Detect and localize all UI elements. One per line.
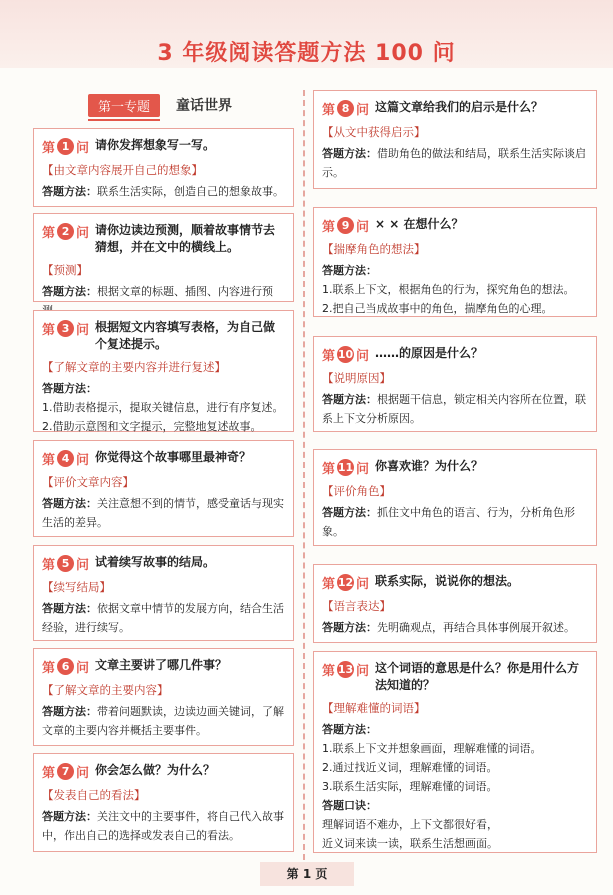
question-card-13 bbox=[313, 651, 597, 853]
answer-label: 答题方法： bbox=[322, 393, 377, 406]
question-number: 11 bbox=[337, 461, 354, 474]
question-suffix: 问 bbox=[76, 323, 90, 338]
question-prefix: 第 bbox=[322, 103, 336, 118]
question-suffix: 问 bbox=[76, 141, 90, 156]
question-number-badge bbox=[42, 449, 89, 468]
answer-method bbox=[322, 503, 588, 541]
question-card-7 bbox=[33, 753, 294, 852]
question-prefix: 第 bbox=[322, 577, 336, 592]
answer-label: 答题方法： bbox=[42, 602, 97, 615]
answer-method bbox=[42, 182, 285, 201]
answer-line bbox=[322, 390, 588, 428]
answer-line bbox=[322, 720, 588, 739]
answer-line bbox=[42, 494, 285, 532]
question-text: × × 在想什么？ bbox=[375, 217, 464, 231]
question-prefix: 第 bbox=[322, 462, 336, 477]
answer-line bbox=[322, 758, 588, 777]
question-category: 【评价角色】 bbox=[322, 484, 391, 498]
question-header bbox=[42, 137, 285, 156]
answer-line bbox=[42, 182, 285, 201]
answer-line bbox=[42, 379, 285, 398]
question-header bbox=[322, 99, 588, 118]
answer-method bbox=[322, 261, 588, 318]
answer-text: 根据题干信息，锁定相关内容所在位置，联系上下文分析原因。 bbox=[322, 393, 586, 425]
question-header bbox=[42, 657, 285, 676]
question-number: 3 bbox=[57, 320, 74, 337]
question-header bbox=[322, 573, 588, 592]
question-header bbox=[42, 449, 285, 468]
question-prefix: 第 bbox=[42, 453, 56, 468]
question-prefix: 第 bbox=[42, 226, 56, 241]
question-suffix: 问 bbox=[76, 226, 90, 241]
question-category: 【预测】 bbox=[42, 263, 88, 277]
question-category: 【评价文章内容】 bbox=[42, 475, 134, 489]
question-number-badge bbox=[322, 458, 369, 477]
answer-label: 答题方法： bbox=[42, 705, 97, 718]
question-card-9 bbox=[313, 207, 597, 317]
question-header bbox=[322, 345, 588, 364]
answer-label: 答题方法： bbox=[42, 285, 97, 298]
answer-line bbox=[42, 599, 285, 637]
question-category: 【续写结局】 bbox=[42, 580, 111, 594]
answer-line bbox=[42, 702, 285, 740]
column-divider bbox=[303, 90, 305, 860]
question-suffix: 问 bbox=[356, 220, 370, 235]
question-text: 根据短文内容填写表格，为自己做个复述提示。 bbox=[95, 320, 276, 351]
question-category: 【发表自己的看法】 bbox=[42, 788, 146, 802]
answer-label: 答题方法： bbox=[322, 506, 377, 519]
topic-name: 童话世界 bbox=[176, 98, 233, 114]
answer-text: 理解词语不难办，上下文都很好看， bbox=[322, 818, 498, 831]
question-card-6 bbox=[33, 648, 294, 746]
question-number: 6 bbox=[57, 658, 74, 675]
question-text: 你喜欢谁？为什么？ bbox=[375, 459, 484, 473]
question-text: 联系实际，说说你的想法。 bbox=[375, 574, 520, 588]
question-header bbox=[322, 216, 588, 235]
question-number: 1 bbox=[57, 138, 74, 155]
question-card-12 bbox=[313, 564, 597, 643]
question-text: 文章主要讲了哪几件事？ bbox=[95, 658, 228, 672]
question-number: 9 bbox=[337, 217, 354, 234]
answer-line bbox=[42, 807, 285, 845]
question-text: ……的原因是什么？ bbox=[375, 346, 484, 360]
question-prefix: 第 bbox=[322, 220, 336, 235]
question-number: 5 bbox=[57, 555, 74, 572]
answer-line bbox=[322, 618, 588, 637]
question-header bbox=[42, 222, 285, 256]
question-text: 请你发挥想象写一写。 bbox=[95, 138, 216, 152]
answer-text: 1.借助表格提示，提取关键信息，进行有序复述。 bbox=[42, 401, 284, 414]
question-number-badge bbox=[42, 762, 89, 781]
question-number: 12 bbox=[337, 576, 354, 589]
question-card-5 bbox=[33, 545, 294, 641]
question-number-badge bbox=[42, 657, 89, 676]
question-prefix: 第 bbox=[42, 766, 56, 781]
question-number-badge bbox=[42, 319, 89, 338]
page-number: 第 1 页 bbox=[260, 862, 354, 886]
answer-line bbox=[42, 417, 285, 436]
answer-line bbox=[322, 261, 588, 280]
question-prefix: 第 bbox=[42, 141, 56, 156]
question-suffix: 问 bbox=[76, 766, 90, 781]
question-suffix: 问 bbox=[356, 577, 370, 592]
question-card-2 bbox=[33, 213, 294, 302]
question-category: 【揣摩角色的想法】 bbox=[322, 242, 426, 256]
question-text: 你会怎么做？为什么？ bbox=[95, 763, 216, 777]
question-category: 【了解文章的主要内容并进行复述】 bbox=[42, 360, 226, 374]
question-number: 10 bbox=[337, 348, 354, 361]
question-header bbox=[42, 762, 285, 781]
question-number-badge bbox=[322, 99, 369, 118]
answer-method bbox=[42, 494, 285, 532]
question-text: 你觉得这个故事哪里最神奇？ bbox=[95, 450, 252, 464]
answer-line bbox=[42, 398, 285, 417]
question-prefix: 第 bbox=[42, 558, 56, 573]
answer-text: 联系生活实际，创造自己的想象故事。 bbox=[97, 185, 284, 198]
answer-label: 答题方法： bbox=[322, 723, 377, 736]
answer-line bbox=[322, 144, 588, 182]
answer-label: 答题方法： bbox=[42, 810, 97, 823]
answer-method bbox=[322, 618, 588, 637]
answer-text: 关注文中的主要事件，将自己代入故事中，作出自己的选择或发表自己的看法。 bbox=[42, 810, 284, 842]
answer-text: 1.联系上下文并想象画面，理解难懂的词语。 bbox=[322, 742, 542, 755]
answer-method bbox=[42, 379, 285, 436]
question-suffix: 问 bbox=[356, 664, 370, 679]
answer-line bbox=[322, 796, 588, 815]
question-category: 【说明原因】 bbox=[322, 371, 391, 385]
answer-label: 答题方法： bbox=[42, 382, 97, 395]
question-number-badge bbox=[322, 660, 369, 679]
answer-text: 2.把自己当成故事中的角色，揣摩角色的心理。 bbox=[322, 302, 553, 315]
question-header bbox=[322, 660, 588, 694]
question-prefix: 第 bbox=[322, 349, 336, 364]
answer-label: 答题方法： bbox=[322, 147, 377, 160]
answer-label: 答题方法： bbox=[322, 264, 377, 277]
question-card-4 bbox=[33, 440, 294, 537]
question-text: 请你边读边预测，顺着故事情节去猜想，并在文中的横线上。 bbox=[95, 223, 276, 254]
answer-text: 3.联系生活实际，理解难懂的词语。 bbox=[322, 780, 498, 793]
answer-label: 答题方法： bbox=[42, 185, 97, 198]
question-suffix: 问 bbox=[76, 453, 90, 468]
answer-method bbox=[322, 720, 588, 853]
question-number-badge bbox=[42, 137, 89, 156]
question-suffix: 问 bbox=[76, 661, 90, 676]
question-suffix: 问 bbox=[356, 103, 370, 118]
question-card-3 bbox=[33, 310, 294, 432]
question-text: 这个词语的意思是什么？你是用什么方法知道的？ bbox=[375, 661, 580, 692]
question-card-11 bbox=[313, 449, 597, 546]
question-header bbox=[42, 319, 285, 353]
question-suffix: 问 bbox=[76, 558, 90, 573]
answer-line bbox=[322, 280, 588, 299]
answer-text: 抓住文中角色的语言、行为，分析角色形象。 bbox=[322, 506, 575, 538]
question-number: 4 bbox=[57, 450, 74, 467]
question-number-badge bbox=[322, 573, 369, 592]
answer-label: 答题方法： bbox=[42, 497, 97, 510]
question-category: 【理解难懂的词语】 bbox=[322, 701, 426, 715]
question-number-badge bbox=[42, 554, 89, 573]
answer-text: 借助角色的做法和结局，联系生活实际谈启示。 bbox=[322, 147, 586, 179]
answer-text: 带着问题默读，边读边画关键词，了解文章的主要内容并概括主要事件。 bbox=[42, 705, 284, 737]
question-category: 【由文章内容展开自己的想象】 bbox=[42, 163, 203, 177]
question-text: 试着续写故事的结局。 bbox=[95, 555, 216, 569]
question-number-badge bbox=[322, 345, 369, 364]
question-prefix: 第 bbox=[42, 323, 56, 338]
answer-label: 答题口诀： bbox=[322, 799, 377, 812]
question-number-badge bbox=[322, 216, 369, 235]
question-text: 这篇文章给我们的启示是什么？ bbox=[375, 100, 544, 114]
question-number: 2 bbox=[57, 223, 74, 240]
answer-line bbox=[322, 777, 588, 796]
question-header bbox=[42, 554, 285, 573]
answer-method bbox=[42, 807, 285, 845]
answer-line bbox=[322, 739, 588, 758]
question-number-badge bbox=[42, 222, 89, 241]
answer-method bbox=[42, 599, 285, 637]
answer-text: 2.借助示意图和文字提示，完整地复述故事。 bbox=[42, 420, 262, 433]
question-number: 7 bbox=[57, 763, 74, 780]
answer-label: 答题方法： bbox=[322, 621, 377, 634]
question-suffix: 问 bbox=[356, 462, 370, 477]
answer-text: 根据文章的标题、插图、内容进行预 bbox=[97, 285, 273, 298]
question-number: 8 bbox=[337, 100, 354, 117]
question-category: 【语言表达】 bbox=[322, 599, 391, 613]
topic-header bbox=[88, 94, 232, 116]
question-number: 13 bbox=[337, 663, 354, 676]
answer-line bbox=[322, 503, 588, 541]
answer-method bbox=[322, 390, 588, 428]
question-category: 【从文中获得启示】 bbox=[322, 125, 426, 139]
answer-text: 依据文章中情节的发展方向，结合生活经验，进行续写。 bbox=[42, 602, 284, 634]
question-suffix: 问 bbox=[356, 349, 370, 364]
question-card-8 bbox=[313, 90, 597, 189]
answer-text: 1.联系上下文，根据角色的行为，探究角色的想法。 bbox=[322, 283, 575, 296]
question-prefix: 第 bbox=[322, 664, 336, 679]
topic-tag: 第一专题 bbox=[88, 94, 160, 117]
answer-text: 2.通过找近义词，理解难懂的词语。 bbox=[322, 761, 498, 774]
page-title: 3 年级阅读答题方法 100 问 bbox=[157, 41, 456, 66]
question-prefix: 第 bbox=[42, 661, 56, 676]
question-card-10 bbox=[313, 336, 597, 432]
answer-line bbox=[322, 834, 588, 853]
answer-line bbox=[322, 815, 588, 834]
question-card-1 bbox=[33, 128, 294, 207]
answer-text: 关注意想不到的情节，感受童话与现实生活的差异。 bbox=[42, 497, 284, 529]
answer-text: 近义词来读一读，联系生活想画面。 bbox=[322, 837, 498, 850]
question-header bbox=[322, 458, 588, 477]
answer-line bbox=[322, 299, 588, 318]
answer-method bbox=[322, 144, 588, 182]
question-category: 【了解文章的主要内容】 bbox=[42, 683, 169, 697]
answer-text: 先明确观点，再结合具体事例展开叙述。 bbox=[377, 621, 575, 634]
answer-method bbox=[42, 702, 285, 740]
